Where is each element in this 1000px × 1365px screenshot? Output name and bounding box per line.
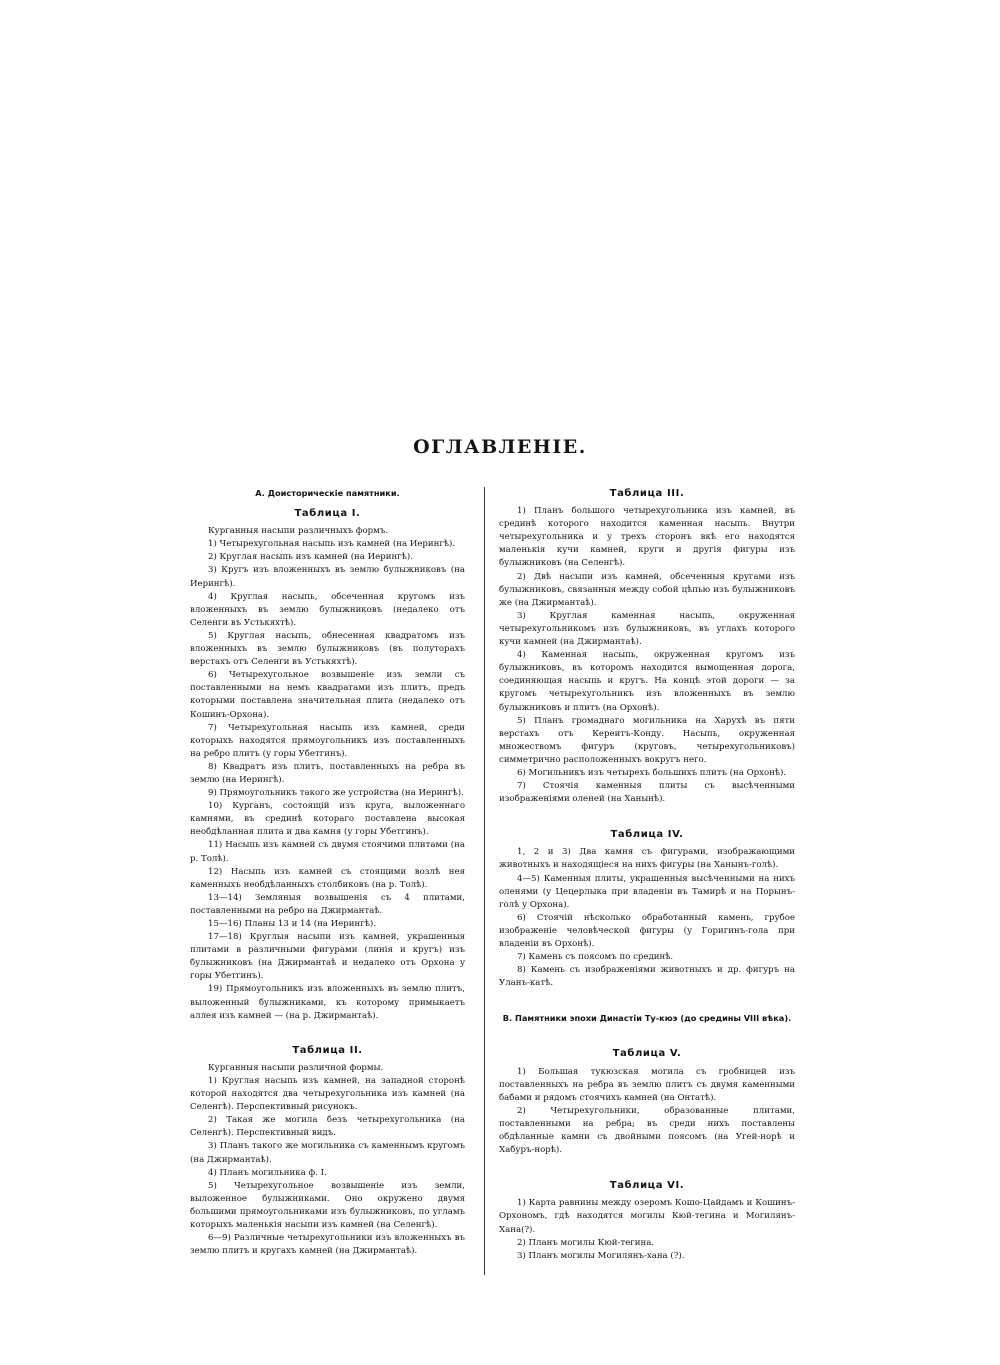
entry: 4) Планъ могильника ф. I. [208,1167,327,1178]
section-heading-b: B. Памятники эпохи Династіи Ту-кюэ (до средины VIII вѣка). [502,1013,792,1024]
entry: 5) Планъ громаднаго могильника на Харухѣ въ пяти верстахъ отъ Кереитъ-Конду. Насыпь, окруженная множествомъ фигуръ (круговъ, четырехугольниковъ) симметрично расположенныхъ вокругъ него. [499,715,795,765]
entry: 7) Камень съ поясомъ по срединѣ. [517,952,674,963]
entry: 1) Круглая насыпь изъ камней, на западной сторонѣ которой находятся два четырехугольника изъ камней (на Селенгѣ). Перспективный рисунокъ. [190,1075,465,1113]
table-heading-2: Таблица II. [292,1044,363,1056]
entry: Курганныя насыпи различныхъ формъ. [208,526,389,537]
column-divider [484,487,485,1275]
table-group-1 [190,507,465,1023]
table-group-3 [499,487,795,806]
entry: 1) Карта равнины между озеромъ Кошо-Цайдамъ и Кошинъ-Орхономъ, гдѣ находятся могилы Кюй-тегина и Могилянъ-Хана(?). [499,1198,795,1235]
table-heading-1: Таблица I. [294,508,361,520]
entry: 6) Стоячій нѣсколько обработанный камень, грубое изображеніе человѣческой фигуры (у Горигинъ-гола при владеніи въ Орхонѣ). [499,912,795,949]
entry: 8) Камень съ изображеніями животныхъ и др. фигуръ на Уланъ-катѣ. [499,965,795,989]
entry: 6—9) Различные четырехугольники изъ вложенныхъ въ землю плитъ и кругахъ камней (на Джирмантаѣ). [190,1233,465,1257]
table-heading-6: Таблица VI. [609,1180,685,1192]
table-group-2 [190,1044,465,1259]
entry: 7) Стоячія каменныя плиты съ высѣченными изображеніями оленей (на Ханынѣ). [499,781,795,805]
entry: 1) Большая тукюзская могила съ гробницей изъ поставленныхъ на ребра въ землю плитъ съ двумя каменными бабами и рядомъ стоячихъ камней (на Онтатѣ). [499,1066,795,1103]
entry: 19) Прямоугольникъ изъ вложенныхъ въ землю плитъ, выложенный булыжниками, къ которому примыкаетъ аллея изъ камней — (на р. Джирмантаѣ). [190,984,465,1021]
entry: 4—5) Каменныя плиты, украшенныя высѣченными на нихъ оленями (у Цецерлыка при владеніи въ Тамирѣ и на Порынъ-голѣ у Орхона). [499,873,795,910]
entry: 2) Двѣ насыпи изъ камней, обсеченныя кругами изъ булыжниковъ, связанныя между собой цѣпью изъ булыжниковъ же (на Джирмантаѣ). [499,571,795,608]
entry: Курганныя насыпи различной формы. [208,1062,384,1073]
section-heading-a: A. Доисторическіе памятники. [255,488,400,498]
entry: 3) Круглая каменная насыпь, окруженная четырехугольникомъ изъ булыжниковъ, въ углахъ которого кучи камней (на Джирмантаѣ). [499,610,795,648]
table-heading-4: Таблица IV. [610,829,684,841]
entry: 6) Могильникъ изъ четырехъ большихъ плитъ (на Орхонѣ). [517,767,787,778]
entry: 2) Четырехугольники, образованные плитами, поставленными на ребра; въ среди нихъ поставлены обдѣланные камни съ двойными поясомъ (на Угей-норѣ и Хабуръ-норѣ). [499,1105,795,1156]
left-column [190,487,465,1258]
table-group-5 [499,1047,795,1157]
entry: 11) Насыпь изъ камней съ двумя стоячими плитами (на р. Толѣ). [190,840,465,864]
entry: 9) Прямоугольникъ такого же устройства (на Иерингѣ). [208,788,464,799]
entry: 7) Четырехугольная насыпь изъ камней, среди которыхъ находятся прямоугольникъ изъ поставленныхъ на ребро плитъ (у горы Убетгинъ). [190,722,465,759]
right-column [499,487,795,1263]
entry: 5) Круглая насыпь, обнесенная квадратомъ изъ вложенныхъ въ землю булыжниковъ (въ полуторахъ верстахъ отъ Селенги въ Устькяхтѣ). [190,630,465,668]
entry: 6) Четырехугольное возвышеніе изъ земли съ поставленными на немъ квадратами изъ плитъ, предъ которыми поставлена значительная плита (недалеко отъ Кошинъ-Орхона). [190,670,465,720]
section-b-block [499,1012,795,1025]
entry: 3) Планъ могилы Могилянъ-хана (?). [517,1250,685,1261]
entry: 13—14) Земляныя возвышенія съ 4 плитами, поставленными на ребро на Джирмантаѣ. [190,892,465,916]
entry: 12) Насыпь изъ камней съ стоящими возлѣ нея каменныхъ необдѣланныхъ столбиковъ (на р. Толѣ). [190,866,465,890]
entry: 1, 2 и 3) Два камня съ фигурами, изображающими животныхъ и находящіеся на нихъ фигуры (на Ханынъ-голѣ). [499,847,795,871]
entry: 15—16) Планы 13 и 14 (на Иерингѣ). [208,919,376,929]
table-group-6 [499,1179,795,1263]
table-heading-3: Таблица III. [609,488,685,499]
entry: 4) Круглая насыпь, обсеченная кругомъ изъ вложенныхъ въ землю булыжниковъ (недалеко отъ Селенги въ Устькяхтѣ). [190,591,465,628]
table-heading-5: Таблица V. [612,1048,682,1060]
entry: 3) Кругъ изъ вложенныхъ въ землю булыжниковъ (на Иерингѣ). [190,565,465,589]
entry: 3) Планъ такого же могильника съ каменнымъ кругомъ (на Джирмантаѣ). [190,1141,465,1165]
entry: 8) Квадратъ изъ плитъ, поставленныхъ на ребра въ землю (на Иерингѣ). [190,761,465,785]
entry: 2) Планъ могилы Кюй-тегина. [517,1237,655,1248]
entry: 2) Круглая насыпь изъ камней (на Иерингѣ). [208,552,413,563]
entry: 4) Каменная насыпь, окруженная кругомъ изъ булыжниковъ, въ которомъ находится вымощенная дорога, соединяющая насыпь и кругъ. На концѣ этой дороги — за кругомъ четырехугольникъ изъ вложенныхъ въ землю булыжниковъ и плитъ (на Орхонѣ). [499,650,795,713]
table-group-4 [499,828,795,990]
entry: 1) Планъ большого четырехугольника изъ камней, въ срединѣ которого находится каменная насыпь. Внутри четырехугольника и у трехъ сторонъ вкѣ его находятся маленькія кучи камней, круги и другія фигуры изъ булыжниковъ (на Селенгѣ). [499,506,795,569]
page-title: ОГЛАВЛЕНІЕ. [413,436,587,458]
entry: 10) Курганъ, состоящій изъ круга, выложеннаго камнями, въ срединѣ котораго поставлена высокая необдѣланная плита и два камня (у горы Убетгинъ). [190,801,465,838]
entry: 1) Четырехугольная насыпь изъ камней (на Иерингѣ). [208,539,456,550]
entry: 17—18) Круглыя насыпи изъ камней, украшенныя плитами в различными фигурами (линія и кругъ) изъ булыжниковъ (на Джирмантаѣ и недалеко отъ Орхона у горы Убетгинъ). [190,932,465,982]
entry: 5) Четырехугольное возвышеніе изъ земли, выложенное булыжниками. Оно окружено двумя большими прямоугольниками изъ булыжниковъ, по угламъ которыхъ маленькія насыпи изъ камней (на Селенгѣ). [190,1180,465,1230]
entry: 2) Такая же могила безъ четырехугольника (на Селенгѣ). Перспективный видъ. [190,1115,465,1139]
